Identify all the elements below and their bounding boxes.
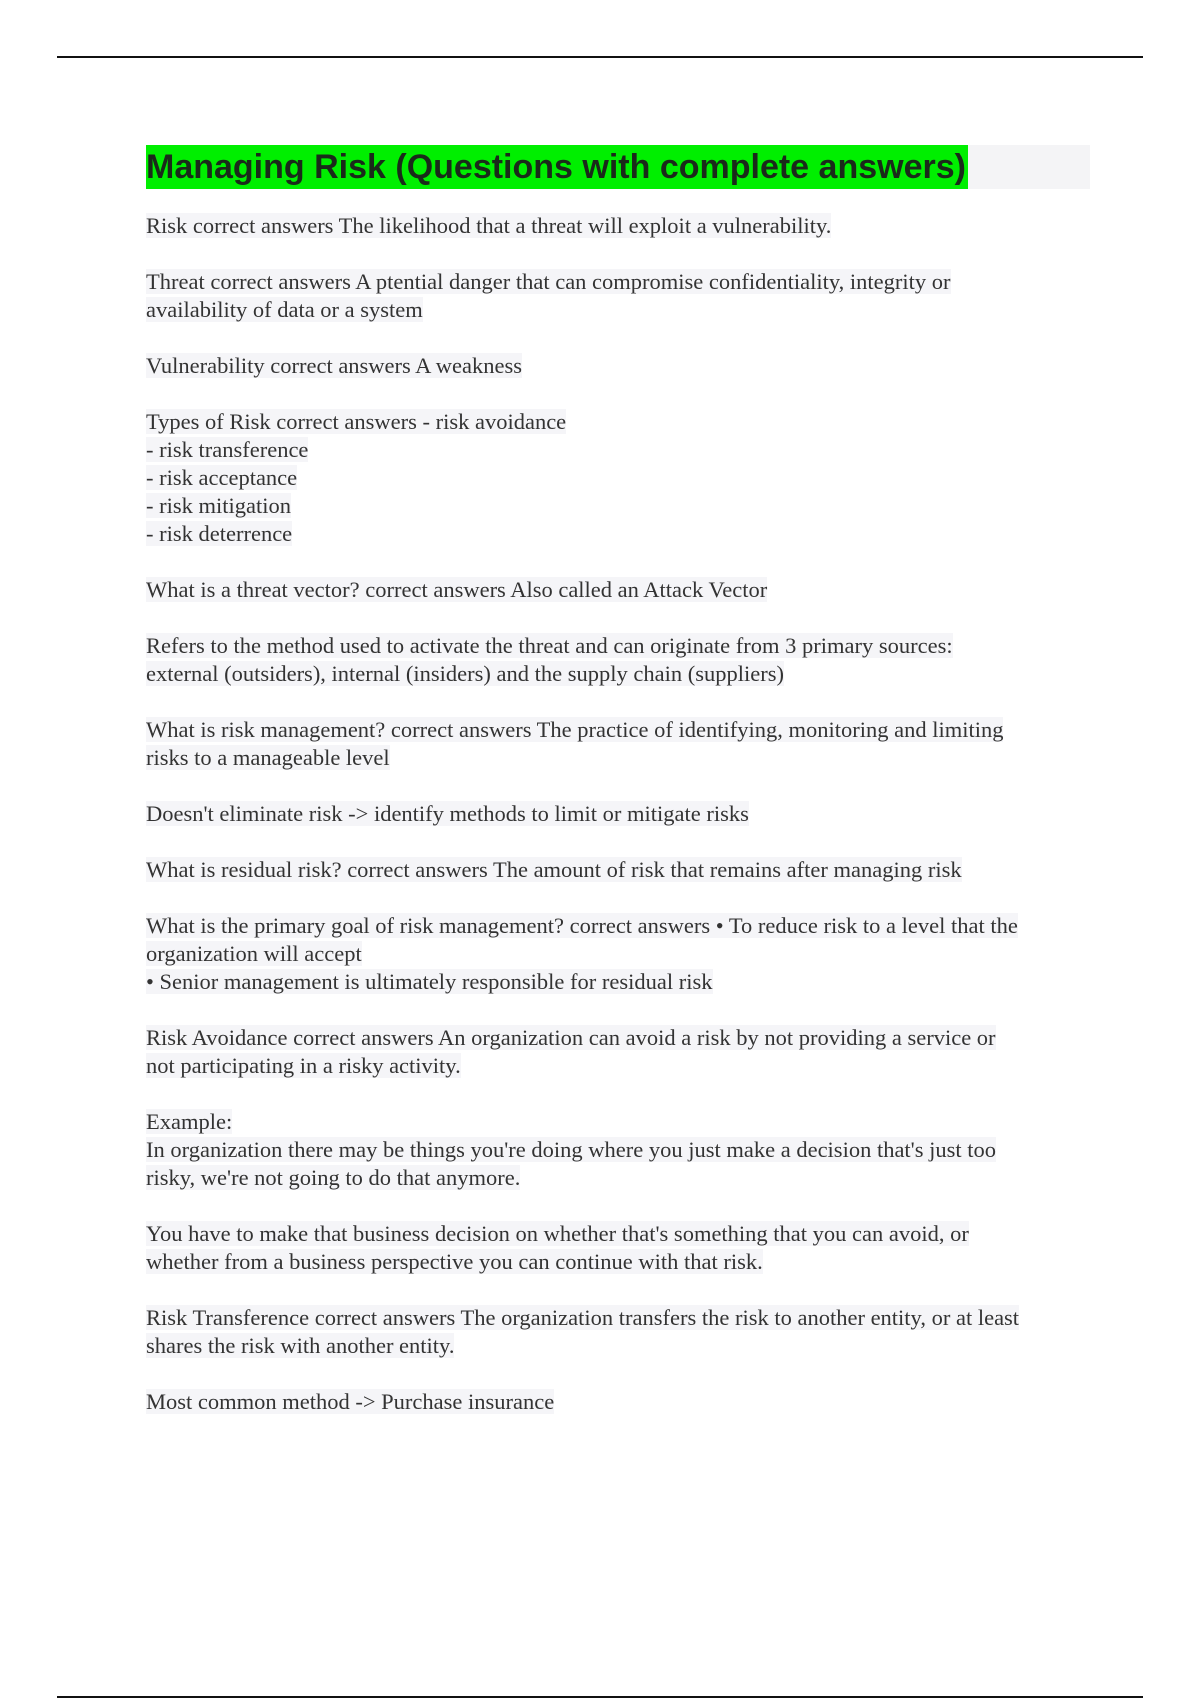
entry-text: risky, we're not going to do that anymore. [146, 1165, 521, 1190]
qa-entry [146, 800, 1091, 828]
qa-entry [146, 576, 1091, 604]
entry-text: • Senior management is ultimately responsible for residual risk [146, 969, 713, 994]
entry-text: availability of data or a system [146, 297, 423, 322]
entry-line [146, 1388, 1091, 1416]
qa-entry [146, 408, 1091, 548]
entry-line [146, 660, 1091, 688]
entry-line [146, 744, 1091, 772]
entry-line [146, 856, 1091, 884]
qa-entry [146, 632, 1091, 688]
entry-line [146, 492, 1091, 520]
entry-text: - risk mitigation [146, 493, 291, 518]
entry-line [146, 1304, 1091, 1332]
qa-list [146, 212, 1091, 1416]
entry-text: not participating in a risky activity. [146, 1053, 461, 1078]
entry-line [146, 464, 1091, 492]
entry-line [146, 296, 1091, 324]
entry-text: Doesn't eliminate risk -> identify methods to limit or mitigate risks [146, 801, 749, 826]
qa-entry [146, 1024, 1091, 1080]
title-bar [146, 145, 1090, 189]
document-body [146, 145, 1091, 1416]
qa-entry [146, 352, 1091, 380]
entry-line [146, 632, 1091, 660]
entry-line [146, 408, 1091, 436]
entry-text: What is the primary goal of risk management? correct answers • To reduce risk to a level that the [146, 913, 1018, 938]
entry-text: Most common method -> Purchase insurance [146, 1389, 555, 1414]
entry-text: whether from a business perspective you can continue with that risk. [146, 1249, 763, 1274]
qa-entry [146, 1220, 1091, 1276]
entry-line [146, 212, 1091, 240]
qa-entry [146, 716, 1091, 772]
bottom-rule [57, 1696, 1143, 1698]
qa-entry [146, 1108, 1091, 1192]
entry-text: Risk Avoidance correct answers An organization can avoid a risk by not providing a service or [146, 1025, 996, 1050]
entry-line [146, 1052, 1091, 1080]
entry-text: What is risk management? correct answers The practice of identifying, monitoring and limiting [146, 717, 1004, 742]
entry-line [146, 716, 1091, 744]
qa-entry [146, 212, 1091, 240]
entry-text: What is residual risk? correct answers The amount of risk that remains after managing risk [146, 857, 962, 882]
entry-line [146, 1332, 1091, 1360]
qa-entry [146, 268, 1091, 324]
qa-entry [146, 1304, 1091, 1360]
entry-text: organization will accept [146, 941, 362, 966]
entry-line [146, 912, 1091, 940]
entry-line [146, 1108, 1091, 1136]
entry-text: external (outsiders), internal (insiders) and the supply chain (suppliers) [146, 661, 784, 686]
entry-line [146, 1164, 1091, 1192]
entry-line [146, 520, 1091, 548]
entry-text: Risk correct answers The likelihood that a threat will exploit a vulnerability. [146, 213, 832, 238]
entry-line [146, 940, 1091, 968]
entry-line [146, 436, 1091, 464]
entry-text: Types of Risk correct answers - risk avoidance [146, 409, 567, 434]
entry-line [146, 1248, 1091, 1276]
entry-text: - risk acceptance [146, 465, 298, 490]
entry-text: In organization there may be things you're doing where you just make a decision that's just too [146, 1137, 997, 1162]
entry-text: Refers to the method used to activate the threat and can originate from 3 primary sources: [146, 633, 953, 658]
entry-line [146, 800, 1091, 828]
entry-line [146, 1136, 1091, 1164]
entry-text: Example: [146, 1109, 233, 1134]
entry-text: Threat correct answers A ptential danger that can compromise confidentiality, integrity or [146, 269, 951, 294]
qa-entry [146, 912, 1091, 996]
document-title: Managing Risk (Questions with complete answers) [146, 145, 968, 189]
entry-line [146, 576, 1091, 604]
entry-text: What is a threat vector? correct answers Also called an Attack Vector [146, 577, 768, 602]
entry-line [146, 1024, 1091, 1052]
entry-line [146, 268, 1091, 296]
entry-text: You have to make that business decision on whether that's something that you can avoid, or [146, 1221, 969, 1246]
entry-text: shares the risk with another entity. [146, 1333, 455, 1358]
entry-text: risks to a manageable level [146, 745, 390, 770]
qa-entry [146, 856, 1091, 884]
top-rule [57, 56, 1143, 58]
entry-line [146, 968, 1091, 996]
entry-text: - risk transference [146, 437, 309, 462]
entry-text: Vulnerability correct answers A weakness [146, 353, 523, 378]
entry-line [146, 1220, 1091, 1248]
entry-line [146, 352, 1091, 380]
entry-text: Risk Transference correct answers The organization transfers the risk to another entity, or at least [146, 1305, 1020, 1330]
entry-text: - risk deterrence [146, 521, 293, 546]
qa-entry [146, 1388, 1091, 1416]
